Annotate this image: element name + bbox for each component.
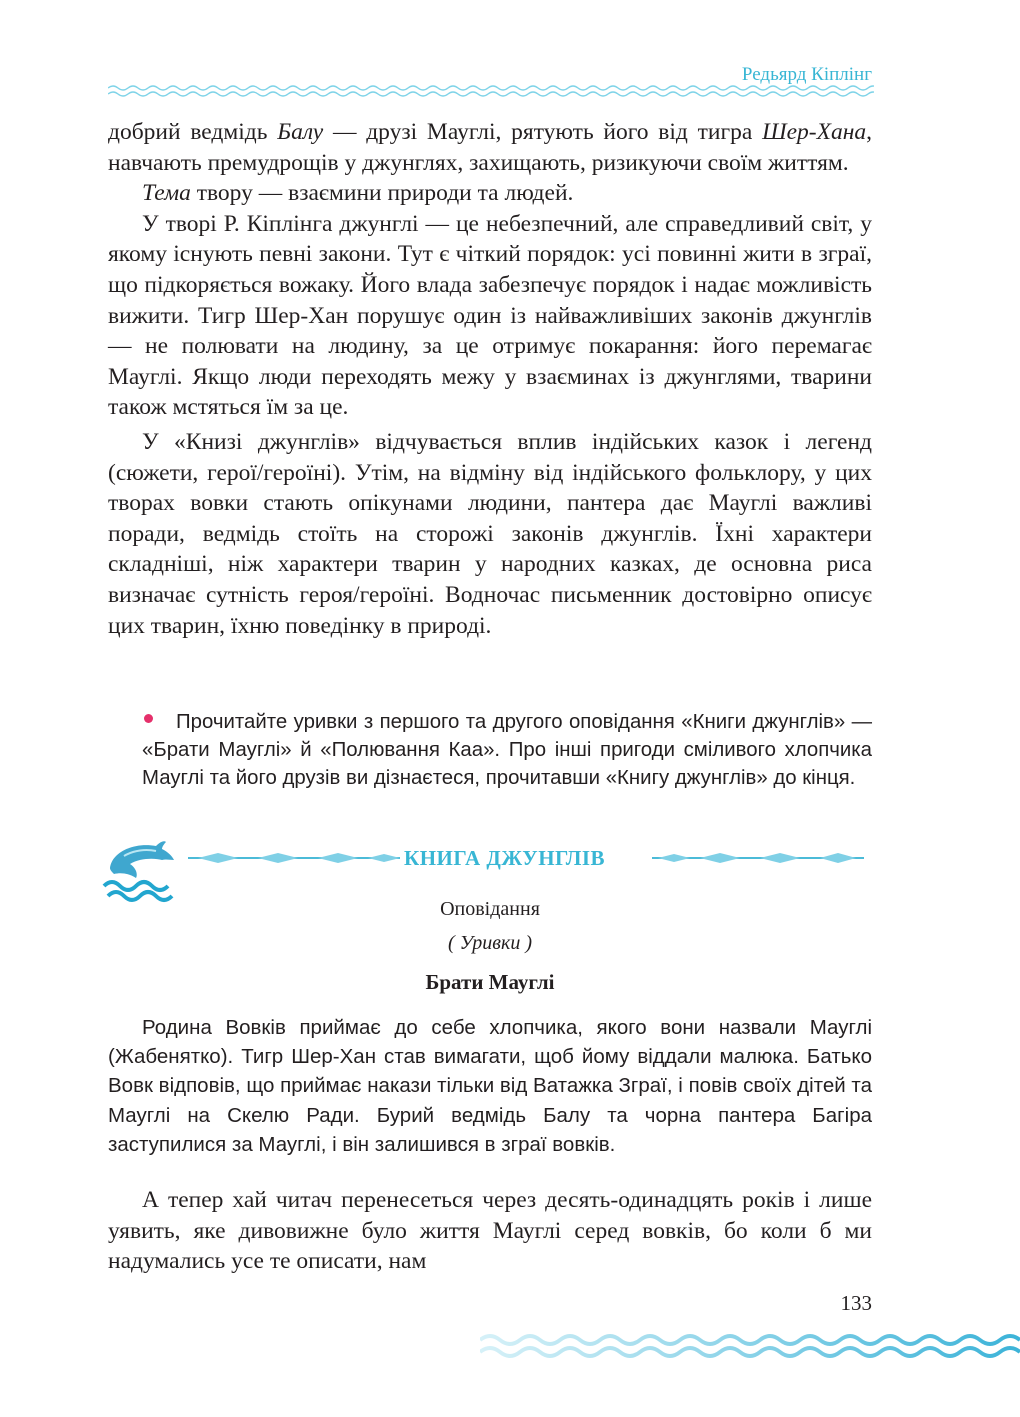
dolphin-icon — [100, 838, 180, 904]
bottom-wave-ornament — [480, 1326, 1020, 1360]
title-ornament-right — [652, 848, 864, 868]
summary — [108, 1013, 872, 1159]
title-ornament-left — [188, 848, 400, 868]
paragraph-4: У «Книзі джунглів» відчувається вплив індійських казок і легенд (сюжети, герої/героїні). Утім, на відміну від індійського фольклору, у цих творах вовки стають опікунами людини, пантера дає Мауглі важливі поради, ведмідь стоїть на сторожі законів джунглів. Їхні характери складніші, ніж характери тварин у народних казках, де основна риса визначає сутність героя/героїні. Водночас письменник достовірно описує цих тварин, їхню поведінку в природі. — [108, 428, 872, 639]
top-wave-ornament — [108, 84, 874, 98]
paragraph-1: добрий ведмідь Балу — друзі Мауглі, рятують його від тигра Шер-Хана, навчають премудрощів у джунглях, захищають, ризикуючи своїм життям. — [108, 119, 872, 176]
running-title: Редьярд Кіплінг — [741, 64, 872, 85]
term-theme: Тема — [142, 180, 191, 207]
main-text — [108, 117, 872, 641]
task-text: Прочитайте уривки з першого та другого оповідання «Книги джунглів» — «Брати Мауглі» й «Полювання Каа». Про інші пригоди сміливого хлопчика Мауглі та його друзів ви дізнаєтеся, прочитавши «Книгу джунглів» до кінця. — [142, 711, 872, 789]
story-text — [108, 1185, 872, 1277]
paragraph-2: Тема твору — взаємини природи та людей. — [142, 180, 574, 207]
work-title: КНИГА ДЖУНГЛІВ — [404, 846, 606, 870]
excerpt-note: ( Уривки ) — [447, 932, 532, 954]
name-sher-khan: Шер-Хана — [762, 119, 867, 145]
story-title: Брати Мауглі — [425, 970, 555, 994]
story-paragraph: А тепер хай читач перенесеться через десять-одинадцять років і лише уявить, яке дивовижне було життя Мауглі серед вовків, бо коли б ми надумались усе те описати, нам — [108, 1187, 872, 1275]
genre-label: Оповідання — [440, 898, 540, 920]
name-balu: Балу — [277, 119, 324, 145]
paragraph-3: У творі Р. Кіплінга джунглі — це небезпечний, але справедливий світ, у якому існують певні закони. Тут є чіткий порядок: усі повинні жити в зграї, що підкоряється вожаку. Його влада забезпечує порядок і надає можливість вижити. Тигр Шер-Хан порушує один із найважливіших законів джунглів — не полювати на людину, за це отримує покарання: його перемагає Мауглі. Якщо люди переходять межу у взаєминах із джунглями, тварини також мстяться їм за це. — [108, 210, 872, 421]
summary-text: Родина Вовків приймає до себе хлопчика, якого вони назвали Мауглі (Жабенятко). Тигр Шер-Хан став вимагати, щоб йому віддали малюка. Батько Вовк відповів, що приймає накази тільки від Ватажка Зграї, і повів своїх дітей та Мауглі на Скелю Ради. Бурий ведмідь Балу та чорна пантера Багіра заступилися за Мауглі, і він залишився в зграї вовків. — [108, 1016, 872, 1156]
page-number: 133 — [840, 1291, 872, 1315]
